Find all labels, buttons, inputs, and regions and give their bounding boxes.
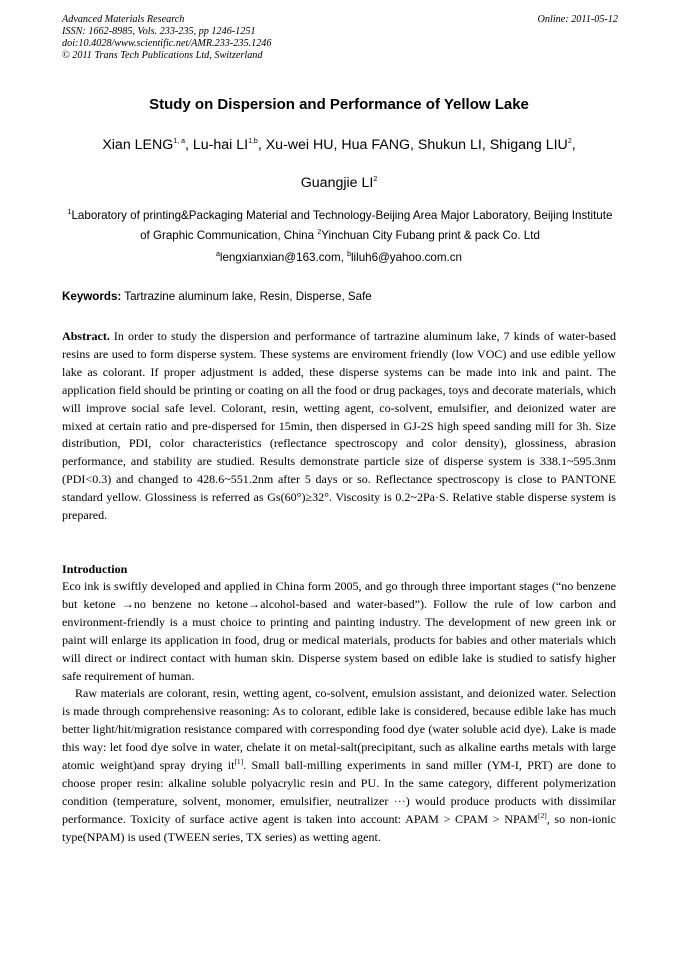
paper-title: Study on Dispersion and Performance of Yellow Lake [149, 96, 529, 113]
keywords-label: Keywords: [62, 290, 122, 303]
introduction-heading: Introduction [62, 562, 128, 576]
introduction-body [62, 578, 616, 847]
journal-issn: ISSN: 1662-8985, Vols. 233-235, pp 1246-1251 [62, 26, 256, 37]
author-sup: 2 [567, 138, 572, 145]
affiliation-1: Laboratory of printing&Packaging Material and Technology-Beijing Area Major Laboratory, Beijing Institute of Graphic Communication, China [71, 209, 613, 242]
author-name: Guangjie LI [300, 175, 374, 191]
affiliations: $^1$Laboratory of printing&Packaging Material and Technology-Beijing Area Major Laboratory, Beijing Institute of Graphic Communication, China $^2$Yinchuan City Fubang print & pack Co. Ltd [67, 209, 613, 242]
author-sup: 1, a [173, 138, 185, 145]
author-sup: 1,b [248, 138, 258, 145]
abstract [62, 328, 616, 525]
author-name: Hua FANG [341, 137, 411, 153]
author-emails: $^a$lengxianxian@163.com, $^b$liluh6@yahoo.com.cn [216, 251, 462, 264]
email-a: lengxianxian@163.com, [219, 251, 344, 264]
journal-name: Advanced Materials Research [62, 14, 185, 25]
journal-doi: doi:10.4028/www.scientific.net/AMR.233-235.1246 [62, 38, 272, 49]
author-name: Xian LENG [102, 137, 174, 153]
online-date: Online: 2011-05-12 [537, 14, 618, 25]
abstract-label: Abstract. [62, 329, 110, 343]
intro-paragraph-1: Eco ink is swiftly developed and applied in China form 2005, and go through three important stages (“no benzene but ketone →no benzene no ketone→alcohol-based and water-based”). Follow the rule of low carbon and environment-friendly is a must choice to printing and painting industry. The development of new green ink or paint will enlarge its application in food, drug or medical materials, products for babies and other materials which will direct or indirect contact with human skin. Disperse system based on edible lake is studied to satisfy higher safe requirement of human. [62, 579, 616, 683]
journal-copyright: © 2011 Trans Tech Publications Ltd, Switzerland [62, 50, 263, 61]
affiliation-2: Yinchuan City Fubang print & pack Co. Ltd [321, 229, 540, 242]
author-name: Shukun LI [417, 137, 482, 153]
email-b: liluh6@yahoo.com.cn [350, 251, 462, 264]
author-line-2 [0, 175, 678, 191]
author-name: Xu-wei HU [265, 137, 334, 153]
journal-info [62, 14, 618, 62]
keywords [62, 290, 618, 303]
abstract-text: In order to study the dispersion and performance of tartrazine aluminum lake, 7 kinds of water-based resins are used to form disperse system. These systems are enviroment friendly (low VOC) and use edible yellow lake as colorant. If proper adjustment is added, these disperse systems can be made into ink and paint. The application field should be printing or coating on all the food or drug packages, toys and decorate materials, which will improve social safe level. Colorant, resin, wetting agent, co-solvent, emulsifier, and deionized water are mixed at certain ratio and pre-dispersed for 15min, then dispersed in GJ-2S high speed sanding mill for 3h. Size distribution, PDI, color characteristics (reflectance spectroscopy and color density), glossiness, abrasion performance, and stability are studied. Results demonstrate particle size of disperse system is 338.1~595.3nm (PDI<0.3) and changed to 428.6~551.2nm after 5 days or so. Reflectance spectroscopy is close to PANTONE standard yellow. Glossiness is referred as Gs(60°)≥32°. Viscosity is 0.2~2Pa·S. Relative stable disperse system is prepared. [62, 329, 616, 523]
author-name: Lu-hai LI [192, 137, 249, 153]
author-sup: 2 [373, 176, 378, 183]
intro-paragraph-2: Raw materials are colorant, resin, wetting agent, co-solvent, emulsion assistant, and deionized water. Selection is made through comprehensive reasoning: As to colorant, edible lake is considered, because edible lake has much better light/hit/migration resistance compared with corresponding food dye (water soluble acid dye). Lake is made this way: let food dye solve in water, chelate it on metal-salt(precipitant, such as alkaline earths metals with large atomic weight)and spray drying it[1]. Small ball-milling experiments in sand miller (YM-I, PRT) are done to choose proper resin: alkaline soluble polyacrylic resin and PU. In the same category, different polymerization condition (temperature, solvent, monomer, emulsifier, neutralizer ···) would produce products with dissimilar performance. Toxicity of surface active agent is taken into account: APAM > CPAM > NPAM[2], so non-ionic type(NPAM) is used (TWEEN series, TX series) as wetting agent. [62, 686, 617, 844]
journal-header [62, 14, 618, 62]
author-line-1: Xian LENG$^{1, a}$, Lu-hai LI$^{1,b}$, Xu-wei HU, Hua FANG, Shukun LI, Shigang LIU$^2$, [102, 137, 576, 153]
citation-ref-2: [2] [537, 810, 547, 820]
citation-ref-1: [1] [234, 757, 244, 767]
keywords-text: Tartrazine aluminum lake, Resin, Disperse, Safe [124, 290, 372, 303]
author-name: Shigang LIU [489, 137, 568, 153]
